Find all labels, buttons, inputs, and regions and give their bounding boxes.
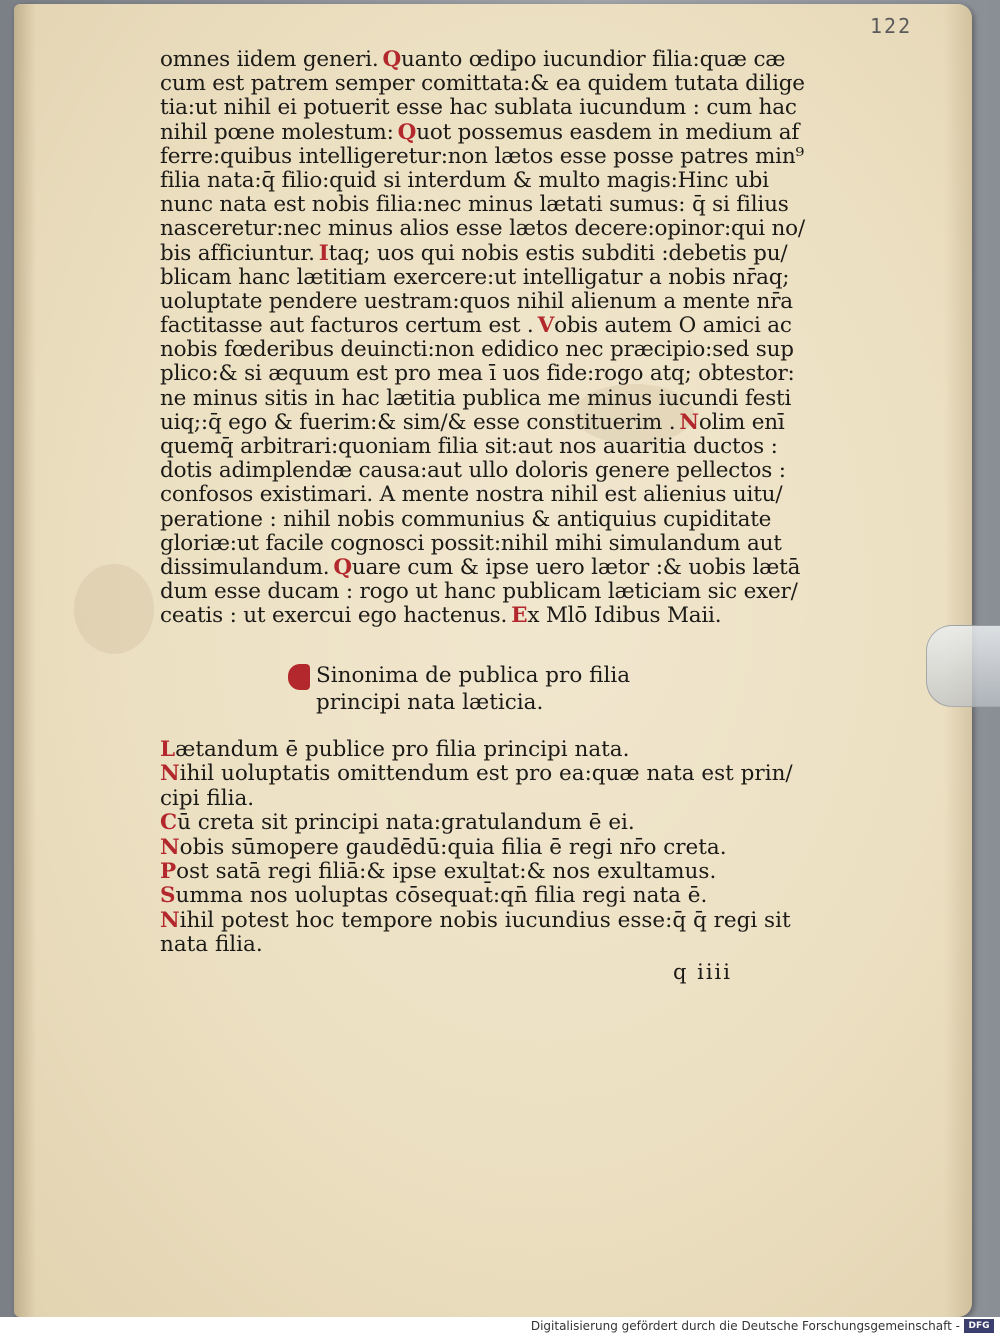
- text-line: [160, 169, 790, 193]
- text-run: nunc nata est nobis filia:nec minus lætati sumus: q̄ si filius: [160, 192, 789, 218]
- rubricated-initial: N: [679, 409, 699, 435]
- synonym-line: [160, 933, 800, 957]
- rubricated-initial: N: [160, 907, 180, 933]
- text-run: nata filia.: [160, 932, 263, 958]
- signature-mark: q iiii: [673, 960, 732, 984]
- text-run: obis autem O amici ac: [554, 313, 792, 339]
- heading-line: Sinonima de publica pro filia: [316, 663, 631, 688]
- text-line: [160, 361, 795, 387]
- text-run: gloriæ:ut facile cognosci possit:nihil mihi simulandum aut: [160, 530, 782, 556]
- dfg-logo: DFG: [964, 1319, 994, 1333]
- rubricated-initial: Q: [382, 47, 402, 72]
- synonym-line: [160, 860, 800, 884]
- text-line: [160, 119, 800, 145]
- rubricated-initial: S: [160, 883, 176, 909]
- text-run: obis sūmopere gaudēdū:quia filia ē regi nr̄o creta.: [179, 834, 727, 860]
- text-run: uanto œdipo iucundior filia:quæ cæ: [401, 47, 786, 72]
- text-run: bis afficiuntur.: [160, 240, 315, 266]
- synonym-line: [160, 836, 800, 860]
- text-run: ne minus sitis in hac lætitia publica me minus iucundi festi: [160, 385, 792, 411]
- text-run: ceatis : ut exercui ego hactenus.: [160, 603, 508, 629]
- text-run: ost satā regi filiā:& ipse exultat:& nos exultamus.: [176, 858, 717, 884]
- text-run: ū creta sit principi nata:gratulandum ē ei.: [177, 810, 635, 836]
- text-line: [160, 48, 790, 72]
- text-run: taq; uos qui nobis estis subditi :debetis pu/: [328, 240, 788, 266]
- text-run: olim enī: [698, 409, 785, 435]
- page-clip: [926, 625, 1000, 707]
- text-line: [160, 193, 790, 217]
- main-text-block: [160, 47, 805, 629]
- text-line: [160, 459, 790, 483]
- text-line: [160, 314, 790, 338]
- folio-number: 122: [870, 14, 913, 38]
- text-run: ihil potest hoc tempore nobis iucundius esse:q̄ q̄ regi sit: [179, 907, 791, 933]
- text-run: blicam hanc lætitiam exercere:ut intelligatur a nobis nr̄aq;: [160, 264, 790, 290]
- text-line: [160, 216, 805, 242]
- text-run: ætandum ē publice pro filia principi nata.: [175, 737, 630, 762]
- text-run: dotis adimplendæ causa:aut ullo doloris genere pellectos :: [160, 458, 786, 484]
- paper-stain: [74, 564, 154, 654]
- text-run: cum est patrem semper comittata:& ea quidem tutata dilige: [160, 71, 805, 97]
- text-line: [160, 411, 790, 435]
- text-line: [160, 554, 801, 580]
- rubricated-initial: I: [318, 240, 329, 266]
- rubricated-initial: Q: [397, 119, 417, 145]
- text-line: [160, 387, 790, 411]
- text-line: [160, 337, 794, 363]
- synonym-line: [160, 762, 800, 786]
- synonym-line: [160, 738, 800, 762]
- text-line: [160, 579, 798, 605]
- text-run: uoluptate pendere uestram:quos nihil alienum a mente nr̄a: [160, 288, 793, 314]
- text-line: [160, 71, 805, 97]
- text-line: [160, 95, 797, 121]
- synonym-line: [160, 811, 800, 835]
- text-run: nobis fœderibus deuincti:non edidico nec præcipio:sed sup: [160, 337, 794, 363]
- synonym-line: [160, 909, 800, 933]
- rubricated-initial: N: [160, 761, 180, 787]
- text-line: [160, 288, 793, 314]
- synonym-line: [160, 787, 800, 811]
- text-run: cipi filia.: [160, 785, 255, 811]
- rubricated-initial: E: [511, 603, 528, 629]
- text-run: umma nos uoluptas cōsequat̄:qn̄ filia regi nata ē.: [175, 883, 708, 909]
- text-run: ferre:quibus intelligeretur:non lætos esse posse patres min⁹: [160, 143, 804, 169]
- section-heading: [288, 662, 708, 716]
- text-run: dissimulandum.: [160, 554, 330, 580]
- text-run: ihil uoluptatis omittendum est pro ea:quæ nata est prin/: [179, 761, 793, 787]
- text-run: confosos existimari. A mente nostra nihil est alienius uitu/: [160, 482, 783, 508]
- text-line: [160, 143, 804, 169]
- heading-line: principi nata læticia.: [316, 690, 544, 715]
- rubricated-initial: Q: [333, 554, 352, 580]
- text-run: quemq̄ arbitrari:quoniam filia sit:aut nos auaritia ductos :: [160, 434, 778, 459]
- text-line: [160, 508, 790, 532]
- text-run: uot possemus easdem in medium af: [416, 119, 800, 145]
- rubricated-initial: L: [160, 737, 176, 762]
- footer-credit: Digitalisierung gefördert durch die Deutsche Forschungsgemeinschaft -: [530, 1319, 960, 1333]
- text-line: [160, 604, 790, 628]
- text-run: filia nata:q̄ filio:quid si interdum & multo magis:Hinc ubi: [160, 167, 769, 193]
- text-run: nihil pœne molestum:: [160, 119, 394, 145]
- text-line: [160, 532, 790, 556]
- text-run: plico:& si æquum est pro mea ī uos fide:rogo atq; obtestor:: [160, 361, 795, 387]
- text-run: factitasse aut facturos certum est .: [160, 313, 534, 339]
- rubricated-initial: N: [160, 834, 180, 860]
- text-run: omnes iidem generi.: [160, 47, 379, 72]
- text-line: [160, 242, 790, 266]
- digitization-footer: [0, 1317, 1000, 1337]
- text-run: dum esse ducam : rogo ut hanc publicam læticiam sic exer/: [160, 579, 798, 605]
- text-run: x Mlō Idibus Maii.: [527, 603, 722, 629]
- synonym-list: [160, 738, 800, 958]
- synonym-line: [160, 884, 800, 908]
- text-line: [160, 435, 790, 459]
- rubricated-initial: P: [160, 858, 177, 884]
- text-line: [160, 483, 790, 507]
- text-run: peratione : nihil nobis communius & antiquius cupiditate: [160, 506, 772, 532]
- text-run: tia:ut nihil ei potuerit esse hac sublata iucundum : cum hac: [160, 95, 797, 121]
- text-run: nasceretur:nec minus alios esse lætos decere:opinor:qui no/: [160, 216, 805, 242]
- text-line: [160, 266, 790, 290]
- text-run: uare cum & ipse uero lætor :& uobis lætā: [351, 554, 801, 580]
- text-run: uiq;:q̄ ego & fuerim:& sim/& esse constituerim .: [160, 409, 676, 435]
- rubricated-initial: C: [160, 810, 178, 836]
- rubricated-initial: V: [537, 313, 555, 339]
